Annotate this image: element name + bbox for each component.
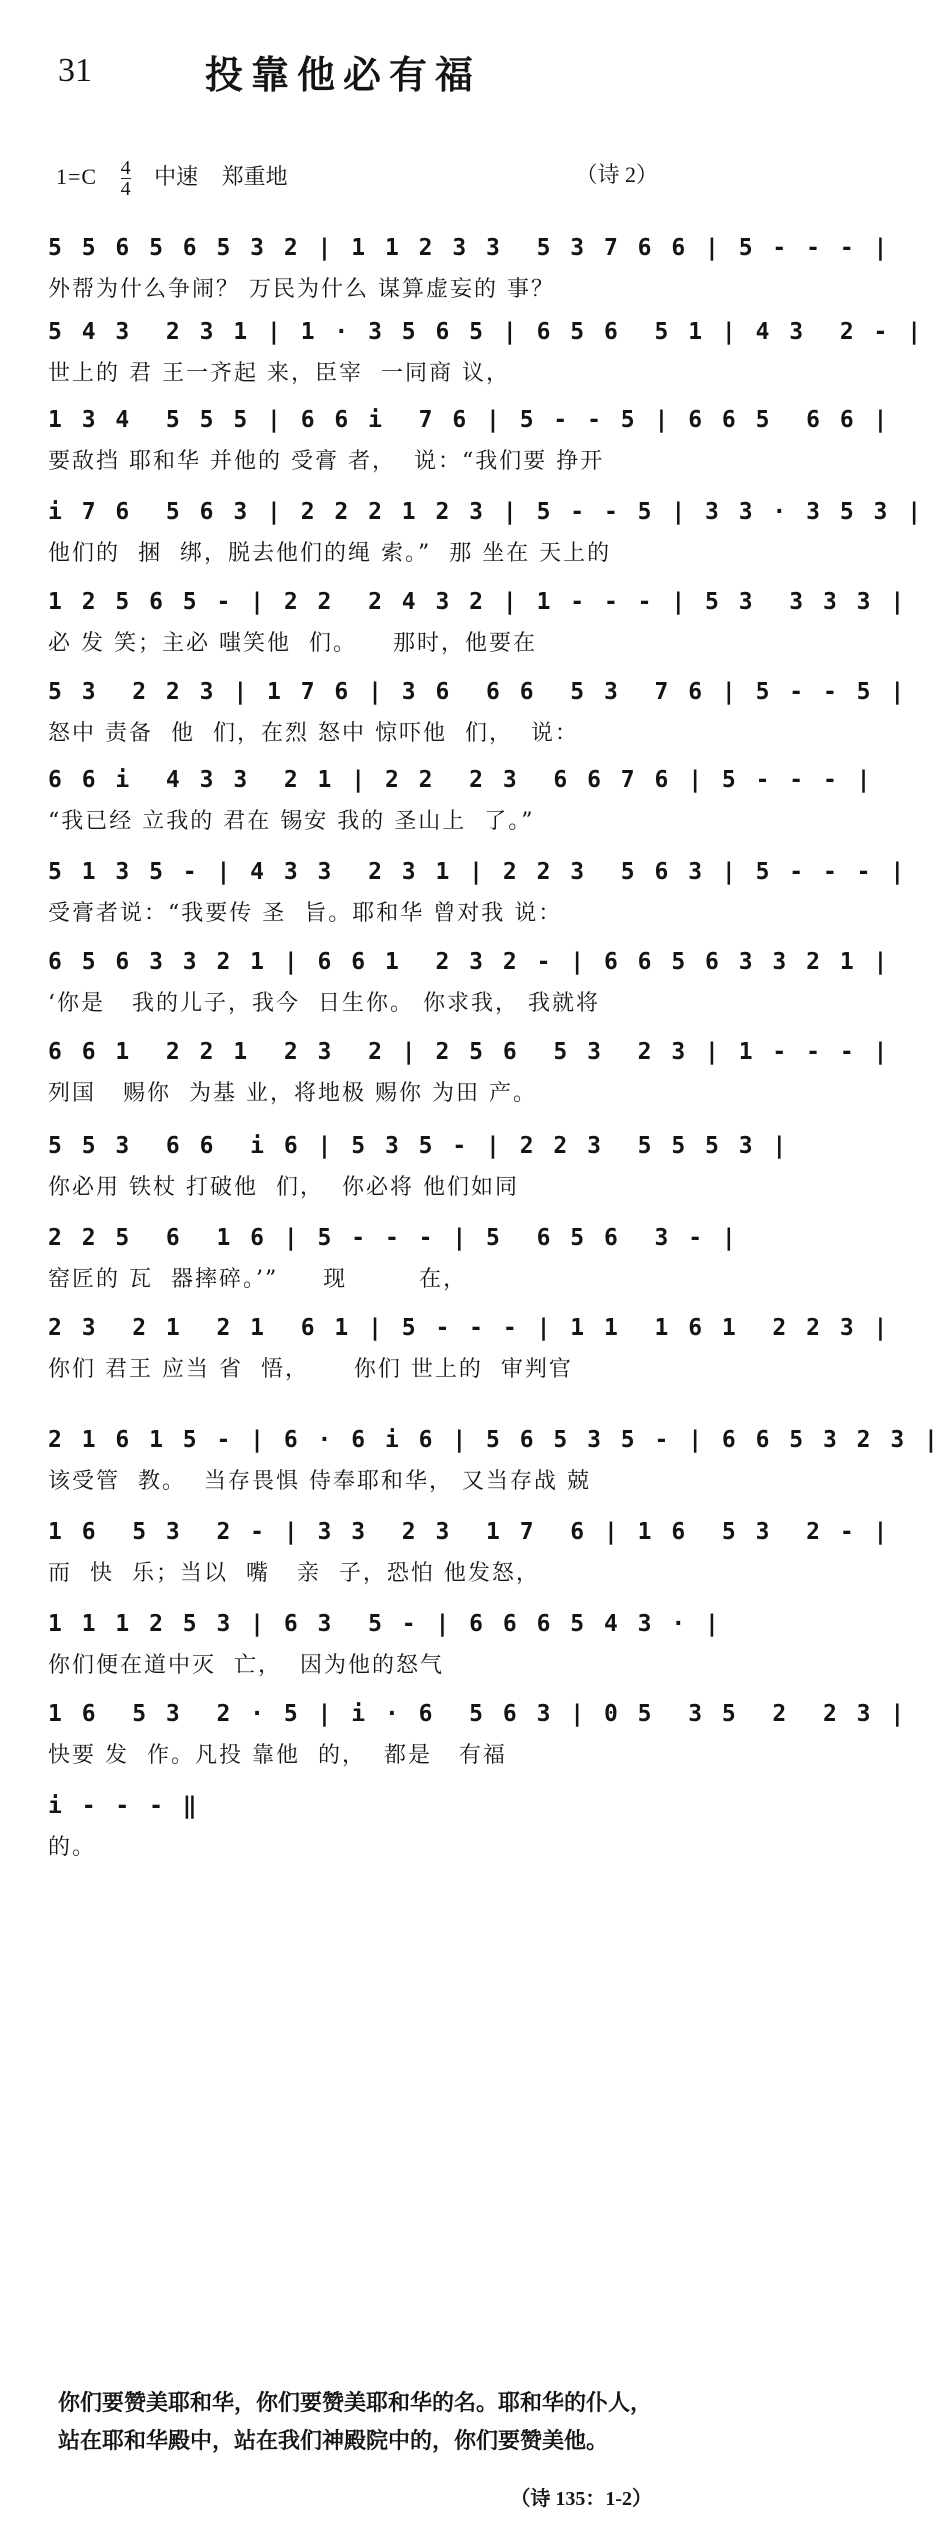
score-system [48, 942, 891, 1020]
time-top: 4 [120, 157, 131, 179]
time-bottom: 4 [120, 178, 131, 200]
lyric-line: 窑匠的 瓦 器摔碎。’” 现 在， [48, 1267, 468, 1292]
page-number: 31 [58, 52, 92, 89]
score-system [48, 1694, 908, 1772]
lyric-line: 快要 发 作。凡投 靠他 的， 都是 有福 [48, 1743, 507, 1768]
jianpu-notes: i 7 6 5 6 3 | 2 2 2 1 2 3 | 5 - - 5 | 3 3 · 3 5 3 | [48, 499, 925, 525]
song-title: 投靠他必有福 [204, 52, 481, 97]
lyric-line: 该受管 教。 当存畏惧 侍奉耶和华， 又当存战 兢 [48, 1469, 591, 1494]
score-system [48, 1604, 722, 1682]
score-system [48, 492, 925, 570]
lyric-line: 你们 君王 应当 省 悟， 你们 世上的 审判官 [48, 1357, 573, 1382]
lyric-line: 世上的 君 王一齐起 来，臣宰 一同商 议， [48, 361, 510, 386]
jianpu-notes: 5 4 3 2 3 1 | 1 · 3 5 6 5 | 6 5 6 5 1 | 4 3 2 - | [48, 319, 925, 345]
jianpu-notes: 1 3 4 5 5 5 | 6 6 i 7 6 | 5 - - 5 | 6 6 5 6 6 | [48, 407, 891, 433]
lyric-line: 受膏者说：“我要传 圣 旨。耶和华 曾对我 说： [48, 901, 563, 926]
jianpu-notes: 1 2 5 6 5 - | 2 2 2 4 3 2 | 1 - - - | 5 3 3 3 3 | [48, 589, 908, 615]
score-system [48, 400, 891, 478]
lyric-line: 外帮为什么争闹？ 万民为什么 谋算虚妄的 事？ [48, 277, 555, 302]
lyric-line: 必 发 笑；主必 嗤笑他 们。 那时，他要在 [48, 631, 537, 656]
lyric-line: 而 快 乐；当以 嘴 亲 子，恐怕 他发怒， [48, 1561, 540, 1586]
score-system [48, 1512, 891, 1590]
jianpu-notes: 2 2 5 6 1 6 | 5 - - - | 5 6 5 6 3 - | [48, 1225, 739, 1251]
closing-scripture: 你们要赞美耶和华，你们要赞美耶和华的名。耶和华的仆人，站在耶和华殿中，站在我们神殿院中的，你们要赞美他。 [58, 2390, 653, 2454]
lyric-line: 怒中 责备 他 们，在烈 怒中 惊吓他 们， 说： [48, 721, 579, 746]
score-system [48, 312, 925, 390]
score-system [48, 672, 908, 750]
key-signature: 1=C [56, 163, 98, 189]
jianpu-notes: 6 5 6 3 3 2 1 | 6 6 1 2 3 2 - | 6 6 5 6 3 3 2 1 | [48, 949, 891, 975]
lyric-line: 你必用 铁杖 打破他 们， 你必将 他们如同 [48, 1175, 519, 1200]
score-system [48, 1126, 790, 1204]
jianpu-notes: 6 6 i 4 3 3 2 1 | 2 2 2 3 6 6 7 6 | 5 - - - | [48, 767, 874, 793]
tempo: 中速 [154, 163, 199, 189]
score-system [48, 1420, 941, 1498]
jianpu-notes: 5 5 6 5 6 5 3 2 | 1 1 2 3 3 5 3 7 6 6 | 5 - - - | [48, 235, 891, 261]
jianpu-notes: 5 5 3 6 6 i 6 | 5 3 5 - | 2 2 3 5 5 5 3 | [48, 1133, 790, 1159]
jianpu-notes: 1 6 5 3 2 - | 3 3 2 3 1 7 6 | 1 6 5 3 2 - | [48, 1519, 891, 1545]
lyric-line: “我已经 立我的 君在 锡安 我的 圣山上 了。” [48, 809, 535, 834]
score-system [48, 1308, 891, 1386]
jianpu-notes: 2 1 6 1 5 - | 6 · 6 i 6 | 5 6 5 3 5 - | 6 6 5 3 2 3 | [48, 1427, 941, 1453]
lyric-line: ‘你是 我的儿子，我今 日生你。 你求我， 我就将 [48, 991, 600, 1016]
closing-reference: （诗 135：1-2） [510, 2488, 652, 2510]
score-system [48, 1218, 739, 1296]
score-system [48, 228, 891, 306]
lyric-line: 的。 [48, 1835, 97, 1860]
jianpu-notes: 1 6 5 3 2 · 5 | i · 6 5 6 3 | 0 5 3 5 2 2 3 | [48, 1701, 908, 1727]
lyric-line: 列国 赐你 为基 业，将地极 赐你 为田 产。 [48, 1081, 537, 1106]
song-meta [56, 158, 306, 199]
score-system [48, 852, 908, 930]
time-signature [121, 158, 131, 199]
jianpu-notes: 6 6 1 2 2 1 2 3 2 | 2 5 6 5 3 2 3 | 1 - - - | [48, 1039, 891, 1065]
jianpu-notes: 5 3 2 2 3 | 1 7 6 | 3 6 6 6 5 3 7 6 | 5 - - 5 | [48, 679, 908, 705]
score-system [48, 1786, 660, 1864]
jianpu-notes: i - - - ‖ [48, 1793, 200, 1819]
lyric-line: 他们的 捆 绑，脱去他们的绳 索。” 那 坐在 天上的 [48, 541, 612, 566]
jianpu-notes: 5 1 3 5 - | 4 3 3 2 3 1 | 2 2 3 5 6 3 | 5 - - - | [48, 859, 908, 885]
score-system [48, 760, 874, 838]
score-system [48, 1032, 891, 1110]
jianpu-notes: 2 3 2 1 2 1 6 1 | 5 - - - | 1 1 1 6 1 2 2 3 | [48, 1315, 891, 1341]
expression: 郑重地 [221, 163, 288, 189]
jianpu-notes: 1 1 1 2 5 3 | 6 3 5 - | 6 6 6 5 4 3 · | [48, 1611, 722, 1637]
lyric-line: 要敌挡 耶和华 并他的 受膏 者， 说：“我们要 挣开 [48, 449, 605, 474]
lyric-line: 你们便在道中灭 亡， 因为他的怒气 [48, 1653, 444, 1678]
scripture-source: （诗 2） [575, 162, 658, 187]
score-system [48, 582, 908, 660]
